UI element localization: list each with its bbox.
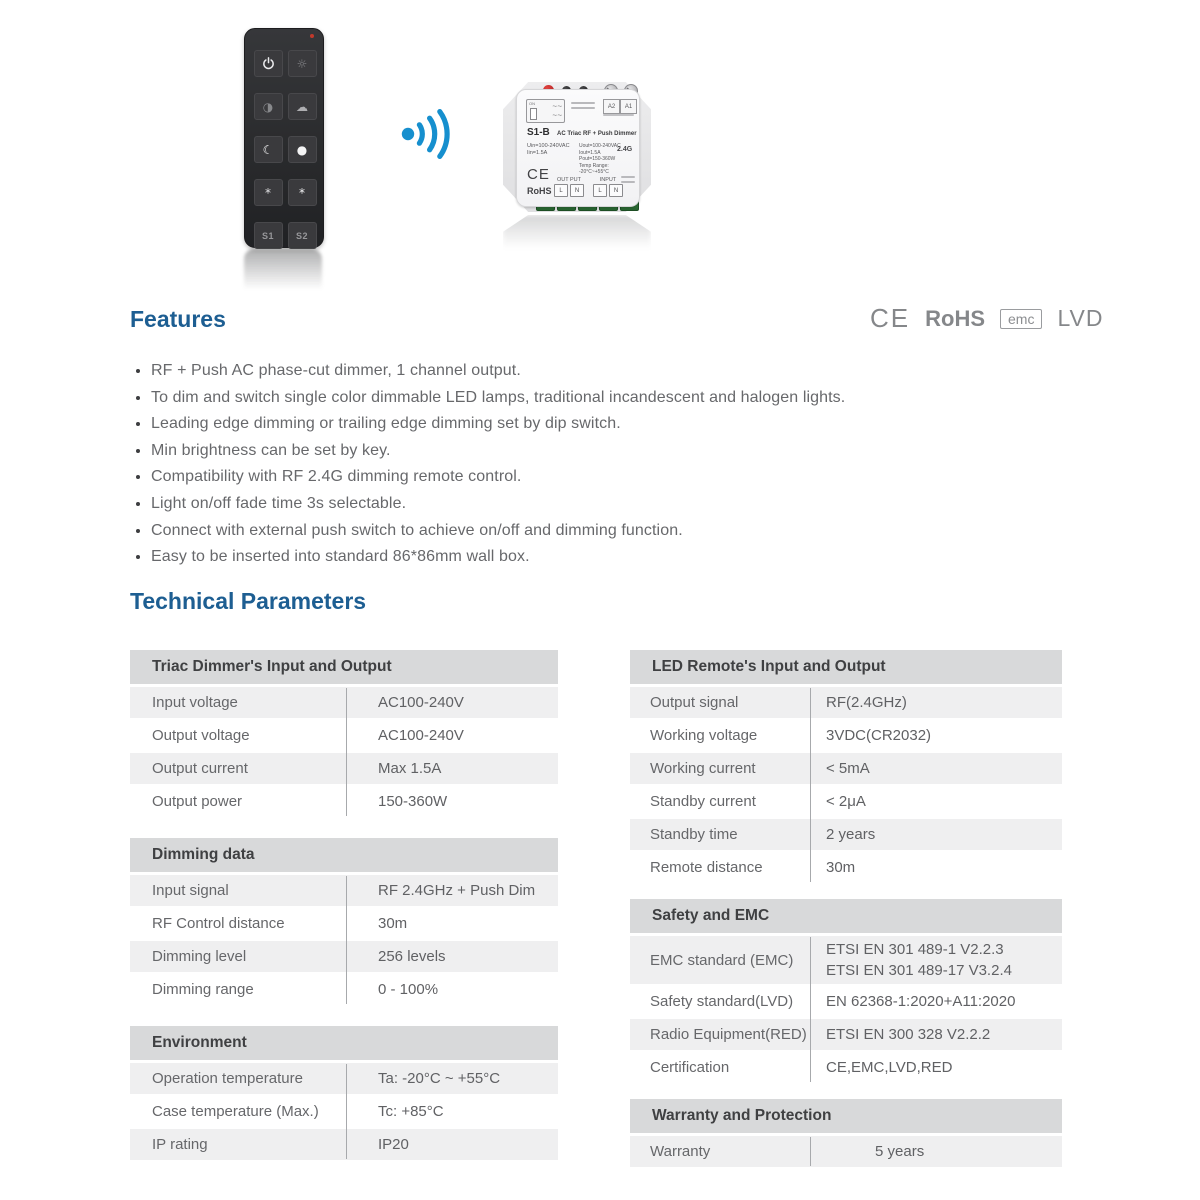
feature-item: • Leading edge dimming or trailing edge dimming set by dip switch. bbox=[151, 411, 1081, 438]
row-label: Case temperature (Max.) bbox=[152, 1103, 319, 1120]
table-row bbox=[130, 941, 558, 972]
dimmer-body bbox=[516, 89, 640, 207]
row-label: Output power bbox=[152, 793, 243, 810]
spec-table bbox=[630, 1099, 1062, 1167]
spec-table bbox=[130, 838, 558, 1005]
table-title: Dimming data bbox=[130, 838, 558, 872]
row-label: Warranty bbox=[650, 1143, 711, 1160]
row-label: Operation temperature bbox=[152, 1070, 303, 1087]
row-value: 150-360W bbox=[378, 793, 448, 810]
row-value: 5 years bbox=[875, 1143, 925, 1160]
row-value: AC100-240V bbox=[378, 694, 464, 711]
row-label: Output signal bbox=[650, 694, 739, 711]
terminal-n: N bbox=[609, 184, 623, 197]
row-label: Safety standard(LVD) bbox=[650, 993, 794, 1010]
row-value: Ta: -20°C ~ +55°C bbox=[378, 1070, 501, 1087]
row-value: 30m bbox=[378, 915, 408, 932]
row-label: Dimming range bbox=[152, 981, 254, 998]
spec-table bbox=[630, 899, 1062, 1083]
input-specs: Uin=100-240VAC Iin=1.5A bbox=[527, 143, 570, 156]
technical-parameters-heading: Technical Parameters bbox=[130, 588, 367, 614]
min-bright-button bbox=[254, 179, 283, 206]
row-value: Max 1.5A bbox=[378, 760, 442, 777]
table-row bbox=[630, 1136, 1062, 1167]
brightness-max-icon: ☼ bbox=[296, 56, 308, 71]
scene2-label: S2 bbox=[295, 230, 308, 241]
scene1-label: S1 bbox=[261, 230, 274, 241]
input-label: INPUT bbox=[599, 177, 617, 183]
table-row bbox=[630, 852, 1062, 883]
feature-item: • Light on/off fade time 3s selectable. bbox=[151, 491, 1081, 518]
a2-label: A2 bbox=[603, 99, 620, 114]
table-row bbox=[630, 1052, 1062, 1083]
spec-table bbox=[130, 1026, 558, 1160]
wireless-signal-icon bbox=[396, 98, 464, 170]
table-title: Warranty and Protection bbox=[630, 1099, 1062, 1133]
row-value: IP20 bbox=[378, 1136, 409, 1153]
table-row bbox=[130, 974, 558, 1005]
scene2-button bbox=[288, 222, 317, 249]
max-bright-button bbox=[288, 179, 317, 206]
input-terminals bbox=[593, 177, 623, 197]
table-row bbox=[630, 1019, 1062, 1050]
power-button bbox=[254, 50, 283, 77]
feature-item: • To dim and switch single color dimmable LED lamps, traditional incandescent and halogen lights. bbox=[151, 385, 1081, 412]
output-label: OUT PUT bbox=[556, 177, 582, 183]
dim-half-icon: ◑ bbox=[262, 99, 274, 114]
table-title: Safety and EMC bbox=[630, 899, 1062, 933]
a-terminal-labels bbox=[603, 99, 637, 114]
remote-button-grid bbox=[245, 50, 323, 249]
output-terminals bbox=[554, 177, 584, 197]
table-title: Environment bbox=[130, 1026, 558, 1060]
micro-print bbox=[603, 114, 634, 116]
feature-item: • Easy to be inserted into standard 86*86mm wall box. bbox=[151, 544, 1081, 571]
feature-item: • Min brightness can be set by key. bbox=[151, 438, 1081, 465]
dip-switch-diagram bbox=[526, 99, 565, 123]
table-row bbox=[130, 875, 558, 906]
a1-label: A1 bbox=[620, 99, 637, 114]
table-row bbox=[130, 687, 558, 718]
row-label: Working current bbox=[650, 760, 756, 777]
star-large-icon: * bbox=[299, 185, 305, 200]
row-value: 3VDC(CR2032) bbox=[826, 727, 932, 744]
lamp-button bbox=[288, 93, 317, 120]
micro-print bbox=[621, 176, 635, 186]
full-circle-icon: ● bbox=[296, 142, 308, 157]
table-row bbox=[130, 908, 558, 939]
output-specs: Uout=100-240VAC Iout=1.5A Pout=150-360W Temp Range: -20°C~+55°C bbox=[579, 143, 621, 175]
row-value: 0 - 100% bbox=[378, 981, 439, 998]
table-row bbox=[630, 819, 1062, 850]
row-value: ETSI EN 300 328 V2.2.2 bbox=[826, 1026, 991, 1043]
micro-print bbox=[571, 102, 595, 112]
device-title: AC Triac RF + Push Dimmer bbox=[557, 131, 637, 137]
row-value: Tc: +85°C bbox=[378, 1103, 444, 1120]
remote-led-indicator bbox=[310, 34, 314, 38]
full-on-button bbox=[288, 136, 317, 163]
spec-table bbox=[130, 650, 558, 817]
night-mode-button bbox=[254, 136, 283, 163]
dim-half-button bbox=[254, 93, 283, 120]
table-title: LED Remote's Input and Output bbox=[630, 650, 1062, 684]
row-value: < 2μA bbox=[826, 793, 866, 810]
rf-badge: 2.4G bbox=[617, 146, 633, 153]
ce-mark: CE bbox=[870, 303, 911, 333]
row-label: Remote distance bbox=[650, 859, 763, 876]
table-row bbox=[130, 753, 558, 784]
row-label: Working voltage bbox=[650, 727, 758, 744]
row-label: Radio Equipment(RED) bbox=[650, 1026, 807, 1043]
table-row bbox=[130, 1129, 558, 1160]
row-label: RF Control distance bbox=[152, 915, 285, 932]
lamp-icon: ☁ bbox=[296, 99, 308, 114]
table-row bbox=[630, 753, 1062, 784]
row-label: Output current bbox=[152, 760, 248, 777]
row-value: CE,EMC,LVD,RED bbox=[826, 1059, 953, 1076]
certification-marks bbox=[870, 303, 1104, 334]
dimmer-module-image bbox=[503, 82, 651, 212]
brightness-max-button bbox=[288, 50, 317, 77]
tables-column-right bbox=[630, 650, 1062, 1183]
ce-mark: CE bbox=[527, 166, 550, 183]
spec-table bbox=[630, 650, 1062, 883]
table-row bbox=[630, 936, 1062, 984]
row-label: EMC standard (EMC) bbox=[650, 951, 794, 969]
row-value: 256 levels bbox=[378, 948, 446, 965]
row-value: < 5mA bbox=[826, 760, 870, 777]
scene1-button bbox=[254, 222, 283, 249]
table-row bbox=[130, 720, 558, 751]
row-value: ETSI EN 301 489-1 V2.2.3 ETSI EN 301 489-17 V3.2.4 bbox=[826, 941, 1012, 979]
terminal-n: N bbox=[570, 184, 584, 197]
row-value: RF 2.4GHz + Push Dim bbox=[378, 882, 536, 899]
rohs-mark: RoHS bbox=[925, 305, 986, 331]
emc-mark: emc bbox=[1000, 309, 1042, 329]
rohs-mark: RoHS bbox=[527, 186, 552, 196]
row-value: RF(2.4GHz) bbox=[826, 694, 907, 711]
power-icon bbox=[262, 57, 275, 70]
features-heading: Features bbox=[130, 306, 226, 332]
table-row bbox=[630, 687, 1062, 718]
row-label: IP rating bbox=[152, 1136, 208, 1153]
row-value: 30m bbox=[826, 859, 856, 876]
row-value: EN 62368-1:2020+A11:2020 bbox=[826, 993, 1016, 1010]
remote-control-image bbox=[244, 28, 324, 248]
dip-switch-icon bbox=[530, 108, 537, 120]
dimmer-reflection bbox=[503, 215, 651, 257]
table-title: Triac Dimmer's Input and Output bbox=[130, 650, 558, 684]
row-label: Standby time bbox=[650, 826, 738, 843]
terminal-l: L bbox=[593, 184, 607, 197]
tables-column-left bbox=[130, 650, 558, 1181]
row-label: Dimming level bbox=[152, 948, 247, 965]
row-label: Standby current bbox=[650, 793, 756, 810]
table-row bbox=[130, 1096, 558, 1127]
feature-item: • Compatibility with RF 2.4G dimming remote control. bbox=[151, 464, 1081, 491]
table-row bbox=[630, 786, 1062, 817]
waveform-icon: ~ ~ ~ ~ bbox=[552, 102, 561, 120]
features-list bbox=[133, 358, 1081, 571]
row-value: AC100-240V bbox=[378, 727, 464, 744]
dip-on-label: ON bbox=[529, 101, 535, 106]
feature-item: • Connect with external push switch to achieve on/off and dimming function. bbox=[151, 518, 1081, 545]
row-label: Output voltage bbox=[152, 727, 250, 744]
row-label: Certification bbox=[650, 1059, 730, 1076]
star-small-icon: * bbox=[265, 185, 271, 200]
model-number: S1-B bbox=[527, 127, 550, 138]
feature-item: • RF + Push AC phase-cut dimmer, 1 channel output. bbox=[151, 358, 1081, 385]
terminal-l: L bbox=[554, 184, 568, 197]
row-value: 2 years bbox=[826, 826, 876, 843]
table-row bbox=[130, 786, 558, 817]
table-row bbox=[630, 986, 1062, 1017]
row-label: Input voltage bbox=[152, 694, 238, 711]
moon-icon: ☾ bbox=[262, 142, 274, 157]
row-label: Input signal bbox=[152, 882, 229, 899]
table-row bbox=[630, 720, 1062, 751]
lvd-mark: LVD bbox=[1057, 305, 1104, 331]
table-row bbox=[130, 1063, 558, 1094]
remote-reflection bbox=[244, 249, 322, 301]
